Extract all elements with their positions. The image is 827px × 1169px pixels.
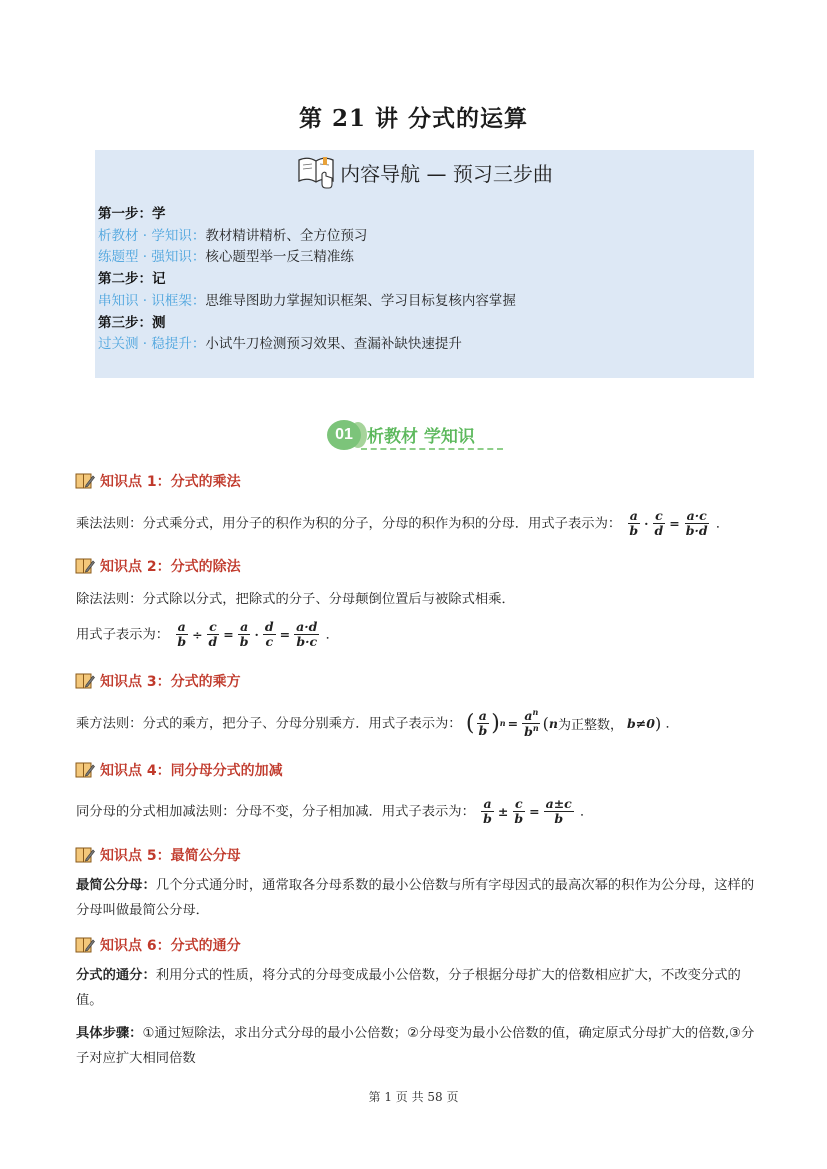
notebook-pencil-icon: [75, 937, 95, 953]
knowledge-point-3-heading: [75, 671, 241, 691]
knowledge-point-2-heading: [75, 556, 241, 576]
kp4-formula: $\frac{a}{b}$ ± $\frac{c}{b}$ = $\frac{a\pm c}{b}$: [483, 796, 572, 826]
step-2: 第二步：记: [98, 271, 166, 288]
kp3-cond-n: n: [548, 715, 559, 731]
notebook-pencil-icon: [75, 762, 95, 778]
nav-heading: 内容导航 — 预习三步曲: [340, 161, 553, 186]
section-banner: [327, 418, 507, 454]
nav-line-4: [98, 334, 516, 356]
nav-line-2: [98, 247, 516, 269]
kp3-cond-b: b≠0: [627, 715, 655, 731]
kp4-text: 同分母的分式相加减法则：分母不变，分子相加减．用式子表示为：: [76, 804, 475, 820]
page-footer: 第 1 页 共 58 页: [368, 1090, 459, 1104]
page-title: 第 21 讲 分式的运算: [298, 105, 529, 132]
knowledge-point-6-heading: [75, 935, 241, 955]
step-1: 第一步：学: [98, 206, 166, 222]
step-3: 第三步：测: [98, 314, 166, 331]
nav-line-1-value: 教材精讲精析、全方位预习: [205, 227, 368, 244]
kp2-text-1: 除法法则：分式除以分式，把除式的分子、分母颠倒位置后与被除式相乘．: [76, 592, 515, 607]
nav-line-3: [98, 291, 516, 313]
knowledge-point-5-heading: [75, 845, 241, 865]
open-book-icon: [296, 154, 336, 190]
kp2-formula: $\frac{a}{b}$ ÷ $\frac{c}{d}$ = $\frac{a}{b}$ · $\frac{d}{c}$ = $\frac{a\cdot d}{b\cdot c}$: [177, 619, 318, 649]
nav-line-3-key: 串知识 · 识框架：: [98, 292, 206, 309]
section-label: 析教材 学知识: [367, 427, 475, 447]
kp3-paragraph: 乘方法则：分式的乘方，把分子、分母分别乘方．用式子表示为： ( $\frac{a}{b}$ ) n = $\frac{a^n}{b^n}$ ( n 为正整数， b≠0 ) ．: [76, 707, 679, 740]
notebook-pencil-icon: [75, 847, 95, 863]
knowledge-point-1-heading: [75, 471, 241, 491]
knowledge-point-4-heading: [75, 760, 283, 780]
nav-line-4-value: 小试牛刀检测预习效果、查漏补缺快速提升: [205, 336, 462, 353]
nav-line-2-value: 核心题型举一反三精准练: [205, 249, 354, 266]
nav-line-1: [98, 226, 516, 248]
kp5-term: 最简公分母：: [76, 878, 156, 893]
kp2-paragraph: 用式子表示为： $\frac{a}{b}$ ÷ $\frac{c}{d}$ = $\frac{a}{b}$ · $\frac{d}{c}$ = $\frac{a\cdot d}{b\cdot c}$ ．: [76, 619, 339, 649]
kp6-paragraph-2: [76, 1021, 756, 1071]
kp1-text: 乘法法则：分式乘分式，用分子的积作为积的分子，分母的积作为积的分母．用式子表示为：: [76, 516, 622, 532]
knowledge-point-4-title: 知识点 4：同分母分式的加减: [100, 763, 283, 779]
notebook-pencil-icon: [75, 673, 95, 689]
notebook-pencil-icon: [75, 473, 95, 489]
knowledge-point-3-title: 知识点 3：分式的乘方: [100, 674, 241, 690]
kp4-paragraph: 同分母的分式相加减法则：分母不变，分子相加减．用式子表示为： $\frac{a}{b}$ ± $\frac{c}{b}$ = $\frac{a\pm c}{b}$ ．: [76, 796, 594, 826]
knowledge-point-5-title: 知识点 5：最简公分母: [100, 848, 241, 864]
kp6-term: 分式的通分：: [76, 968, 156, 983]
nav-line-3-value: 思维导图助力掌握知识框架、学习目标复核内容掌握: [205, 292, 516, 309]
nav-line-4-key: 过关测 · 稳提升：: [98, 336, 206, 353]
nav-header: [95, 154, 754, 194]
section-badge: 01: [327, 420, 361, 450]
kp6-text-2: ①通过短除法，求出分式分母的最小公倍数；②分母变为最小公倍数的值，确定原式分母扩大的倍数,③分子对应扩大相同倍数: [76, 1026, 755, 1066]
kp3-cond-text: 为正整数，: [558, 717, 624, 733]
kp6-term-2: 具体步骤：: [76, 1026, 143, 1041]
knowledge-point-6-title: 知识点 6：分式的通分: [100, 938, 241, 954]
section-underline: [361, 448, 503, 450]
kp6-paragraph-1: [76, 963, 756, 1013]
knowledge-point-2-title: 知识点 2：分式的除法: [100, 559, 241, 575]
kp5-text: 几个分式通分时，通常取各分母系数的最小公倍数与所有字母因式的最高次幂的积作为公分母，这样的分母叫做最简公分母．: [76, 878, 755, 918]
kp3-text: 乘方法则：分式的乘方，把分子、分母分别乘方．用式子表示为：: [76, 716, 462, 732]
kp5-paragraph: [76, 873, 756, 923]
kp1-formula: $\frac{a}{b}$ · $\frac{c}{d}$ = $\frac{a\cdot c}{b\cdot d}$: [629, 508, 708, 538]
kp3-formula: ( $\frac{a}{b}$ ) n = $\frac{a^n}{b^n}$ ( n 为正整数， b≠0 ): [465, 707, 662, 740]
kp2-text-2: 用式子表示为：: [76, 627, 170, 643]
kp6-text: 利用分式的性质，将分式的分母变成最小公倍数，分子根据分母扩大的倍数相应扩大，不改变分式的值。: [76, 968, 741, 1008]
knowledge-point-1-title: 知识点 1：分式的乘法: [100, 474, 241, 490]
nav-lines: [98, 204, 516, 356]
nav-line-1-key: 析教材 · 学知识：: [98, 227, 206, 244]
content-navigation-box: [95, 150, 754, 378]
notebook-pencil-icon: [75, 558, 95, 574]
nav-line-2-key: 练题型 · 强知识：: [98, 249, 206, 266]
kp1-paragraph: 乘法法则：分式乘分式，用分子的积作为积的分子，分母的积作为积的分母．用式子表示为： $\frac{a}{b}$ · $\frac{c}{d}$ = $\frac{a\cdot c}{b\cdot d}$ ．: [76, 508, 729, 538]
